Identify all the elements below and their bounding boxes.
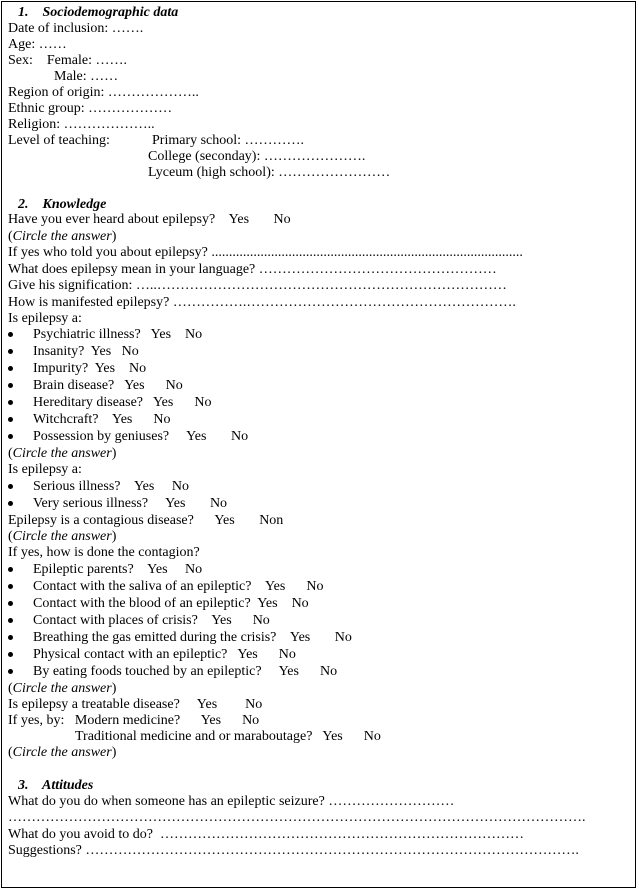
question-how-contagion: If yes, how is done the contagion? <box>8 545 200 560</box>
bullet-icon <box>8 400 13 405</box>
bullet-icon <box>8 417 13 422</box>
list-item-hereditary: Hereditary disease? Yes No <box>33 395 212 410</box>
bullet-icon <box>8 434 13 439</box>
list-item-possession: Possession by geniuses? Yes No <box>33 429 249 444</box>
bullet-icon <box>8 366 13 371</box>
section-heading-attitudes: 3. Attitudes <box>18 778 94 793</box>
list-item-breathing-gas: Breathing the gas emitted during the crisis? Yes No <box>33 630 352 645</box>
list-item-saliva: Contact with the saliva of an epileptic? Yes No <box>33 579 324 594</box>
list-item-epileptic-parents: Epileptic parents? Yes No <box>33 562 203 577</box>
list-item-physical-contact: Physical contact with an epileptic? Yes No <box>33 647 296 662</box>
bullet-icon <box>8 484 13 489</box>
ethnic-group-field: Ethnic group: ……………… <box>8 101 173 116</box>
bullet-icon <box>8 501 13 506</box>
question-seizure-response: What do you do when someone has an epileptic seizure? ……………………… <box>8 794 455 809</box>
question-heard-about-epilepsy: Have you ever heard about epilepsy? Yes No <box>8 212 291 227</box>
question-is-epilepsy-a: Is epilepsy a: <box>8 311 82 326</box>
list-item-blood: Contact with the blood of an epileptic? Yes No <box>33 596 309 611</box>
question-who-told: If yes who told you about epilepsy? ......................................................................................... <box>8 245 523 260</box>
bullet-icon <box>8 635 13 640</box>
question-meaning-in-language: What does epilepsy mean in your language? …………………………………………… <box>8 262 497 277</box>
list-item-insanity: Insanity? Yes No <box>33 344 139 359</box>
circle-instruction: (Circle the answer) <box>8 446 117 461</box>
suggestions-field: Suggestions? ……………………………………………………………………………………………. <box>8 843 579 858</box>
answer-dotted-line: ……………………………………………………………………………………………………………. <box>8 810 586 825</box>
question-treatable: Is epilepsy a treatable disease? Yes No <box>8 697 263 712</box>
list-item-witchcraft: Witchcraft? Yes No <box>33 412 171 427</box>
section-heading-knowledge: 2. Knowledge <box>18 197 107 212</box>
section-heading-sociodemographic: 1. Sociodemographic data <box>18 5 179 20</box>
bullet-icon <box>8 669 13 674</box>
option-traditional-medicine: Traditional medicine and or maraboutage? Yes No <box>75 729 381 744</box>
sex-female-field: Sex: Female: ……. <box>8 53 127 68</box>
list-item-very-serious: Very serious illness? Yes No <box>33 496 228 511</box>
bullet-icon <box>8 332 13 337</box>
primary-school-field: Primary school: …………. <box>152 133 305 148</box>
question-contagious: Epilepsy is a contagious disease? Yes Non <box>8 513 284 528</box>
question-signification: Give his signification: …..………………………………………………………………… <box>8 278 507 293</box>
list-item-impurity: Impurity? Yes No <box>33 361 147 376</box>
religion-field: Religion: ……………….. <box>8 117 155 132</box>
list-item-places-of-crisis: Contact with places of crisis? Yes No <box>33 613 270 628</box>
circle-instruction: (Circle the answer) <box>8 529 117 544</box>
list-item-serious: Serious illness? Yes No <box>33 479 189 494</box>
question-avoid: What do you avoid to do? …………………………………………………………………… <box>8 827 525 842</box>
bullet-icon <box>8 584 13 589</box>
list-item-psychiatric: Psychiatric illness? Yes No <box>33 327 203 342</box>
sex-male-field: Male: …… <box>54 69 119 84</box>
age-field: Age: …… <box>8 37 67 52</box>
bullet-icon <box>8 567 13 572</box>
lyceum-field: Lyceum (high school): …………………… <box>148 165 391 180</box>
circle-instruction: (Circle the answer) <box>8 681 117 696</box>
list-item-eating-foods: By eating foods touched by an epileptic? Yes No <box>33 664 338 679</box>
bullet-icon <box>8 349 13 354</box>
college-field: College (seconday): …………………. <box>148 149 366 164</box>
bullet-icon <box>8 652 13 657</box>
level-of-teaching-label: Level of teaching: <box>8 133 110 148</box>
bullet-icon <box>8 601 13 606</box>
question-how-manifested: How is manifested epilepsy? …………….…………………………………………………. <box>8 295 516 310</box>
bullet-icon <box>8 383 13 388</box>
bullet-icon <box>8 618 13 623</box>
date-of-inclusion-field: Date of inclusion: ……. <box>8 21 144 36</box>
region-of-origin-field: Region of origin: ……………….. <box>8 85 199 100</box>
circle-instruction: (Circle the answer) <box>8 229 117 244</box>
question-treated-by: If yes, by: Modern medicine? Yes No <box>8 713 260 728</box>
question-is-epilepsy-a: Is epilepsy a: <box>8 462 82 477</box>
circle-instruction: (Circle the answer) <box>8 745 117 760</box>
list-item-brain-disease: Brain disease? Yes No <box>33 378 183 393</box>
